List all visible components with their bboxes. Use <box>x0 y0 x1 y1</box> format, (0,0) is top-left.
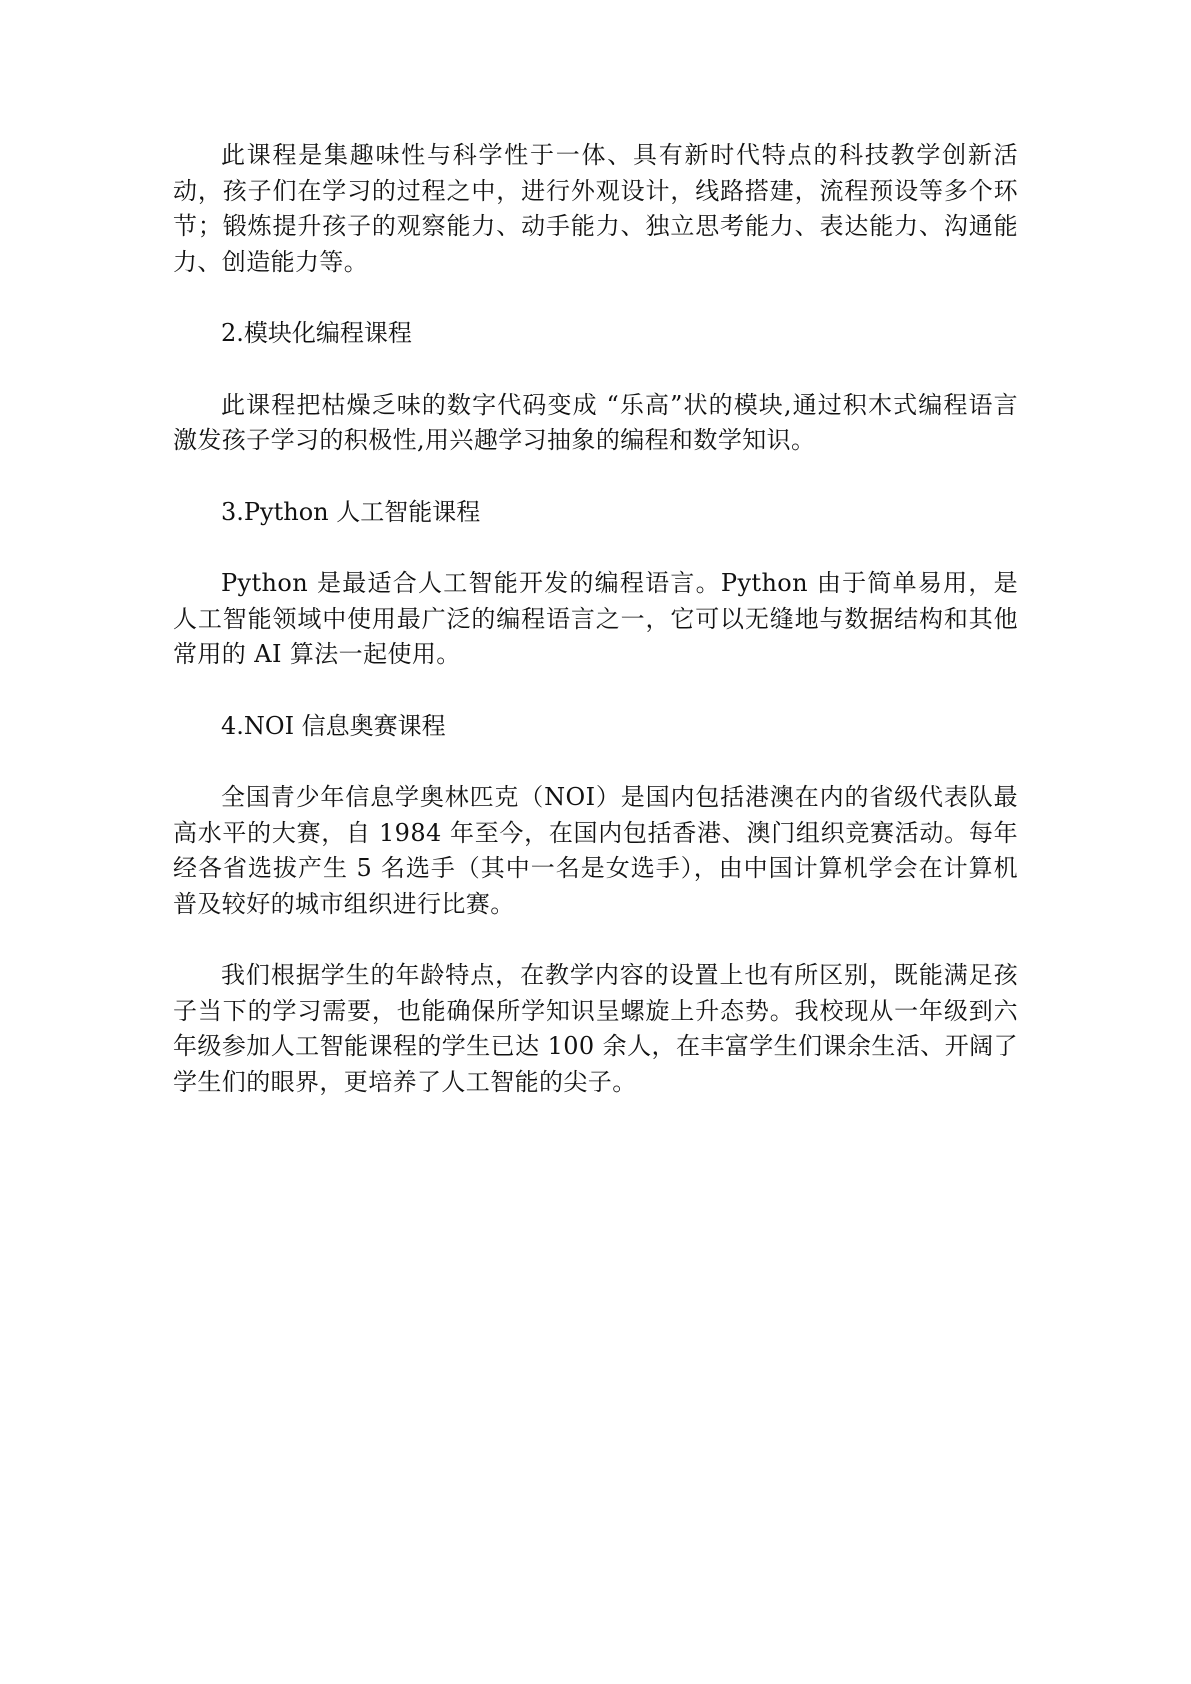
heading-python-ai: 3.Python 人工智能课程 <box>221 497 481 526</box>
heading-modular-programming: 2.模块化编程课程 <box>221 319 412 347</box>
paragraph-modular-programming: 此课程把枯燥乏味的数字代码变成 “乐高”状的模块,通过积木式编程语言激发孩子学习的积极性,用兴趣学习抽象的编程和数学知识。 <box>173 390 1018 454</box>
paragraph-python-ai: Python 是最适合人工智能开发的编程语言。Python 由于简单易用，是人工智能领域中使用最广泛的编程语言之一，它可以无缝地与数据结构和其他常用的 AI 算法一起使用。 <box>173 569 1018 668</box>
paragraph-noi: 全国青少年信息学奥林匹克（NOI）是国内包括港澳在内的省级代表队最高水平的大赛，自 1984 年至今，在国内包括香港、澳门组织竞赛活动。每年经各省选拔产生 5 名选手（其中一名是女选手），由中国计算机学会在计算机普及较好的城市组织进行比赛。 <box>173 783 1018 918</box>
document-body <box>173 138 1018 1100</box>
heading-noi: 4.NOI 信息奥赛课程 <box>221 711 446 740</box>
paragraph-intro: 此课程是集趣味性与科学性于一体、具有新时代特点的科技教学创新活动，孩子们在学习的过程之中，进行外观设计，线路搭建，流程预设等多个环节；锻炼提升孩子的观察能力、动手能力、独立思考能力、表达能力、沟通能力、创造能力等。 <box>173 141 1018 276</box>
paragraph-closing: 我们根据学生的年龄特点，在教学内容的设置上也有所区别，既能满足孩子当下的学习需要，也能确保所学知识呈螺旋上升态势。我校现从一年级到六年级参加人工智能课程的学生已达 100 余人，在丰富学生们课余生活、开阔了学生们的眼界，更培养了人工智能的尖子。 <box>173 961 1018 1096</box>
